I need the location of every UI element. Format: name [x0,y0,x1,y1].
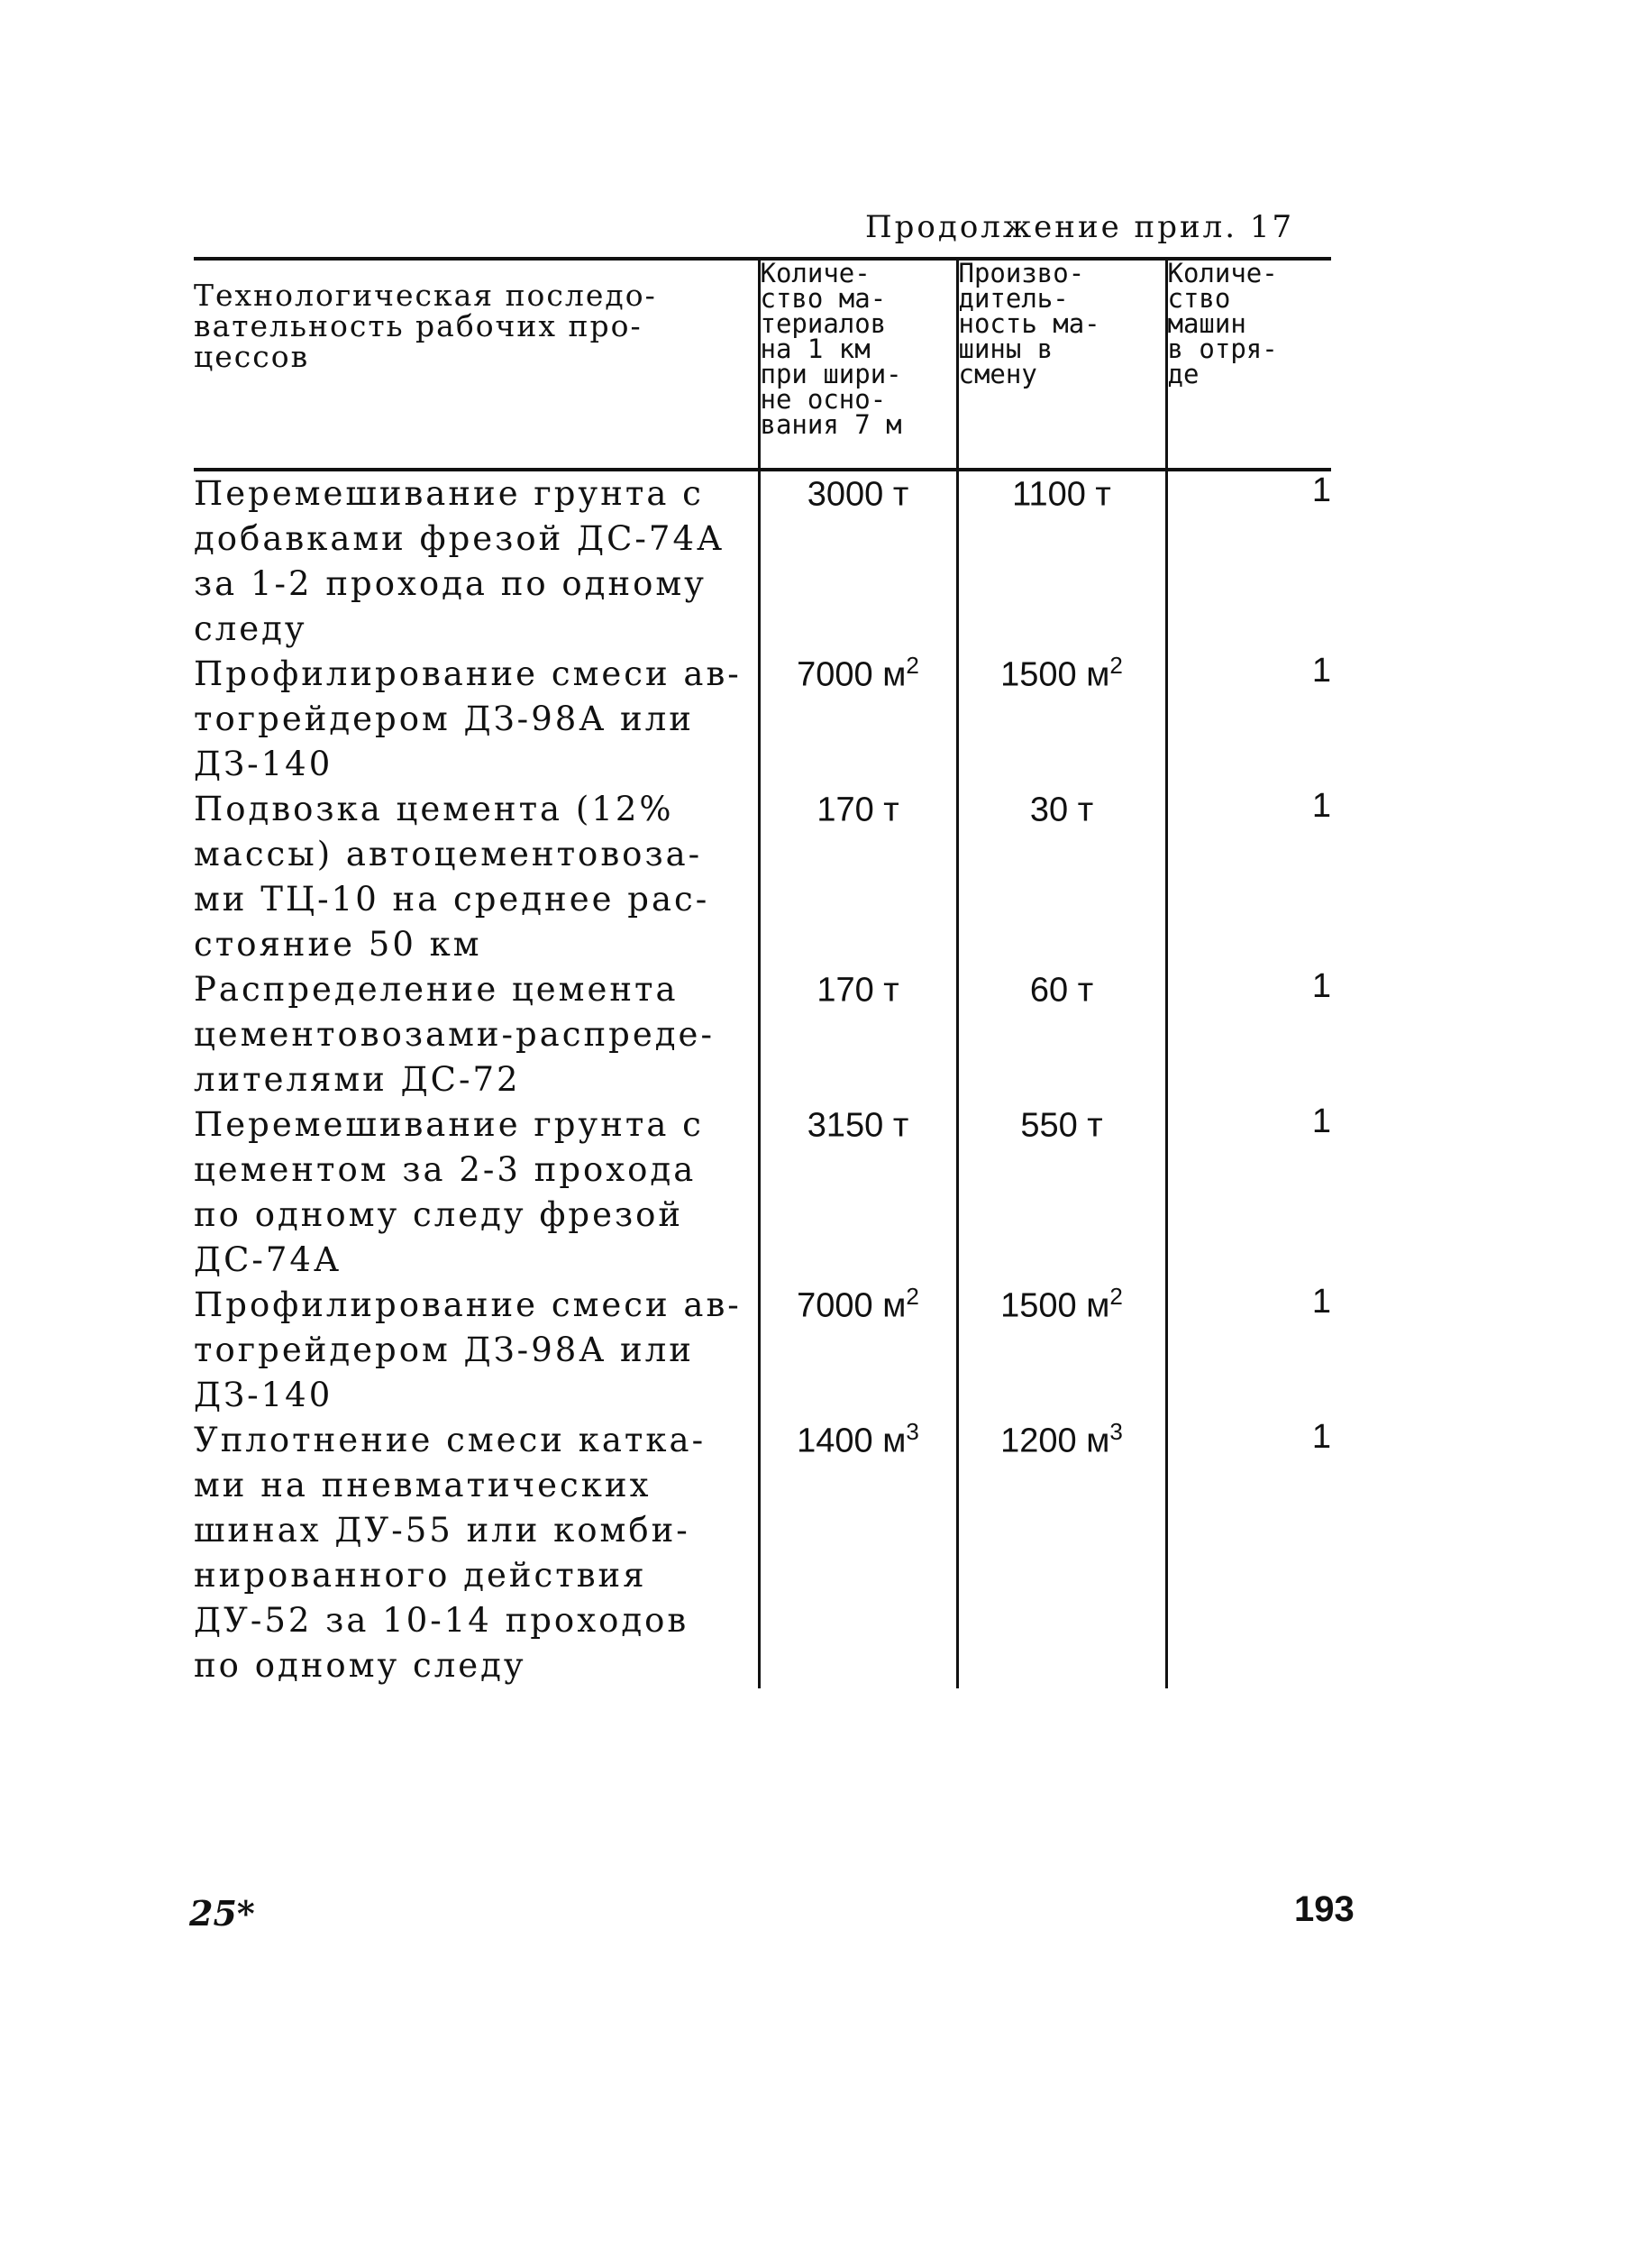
machines-cell: 1 [1166,967,1331,1102]
process-cell: Подвозка цемента (12% массы) автоцементовоза- ми ТЦ-10 на среднее рас- стояние 50 км [194,790,710,964]
perf-cell: 1200 $м^3$ [957,1418,1166,1688]
table-row [194,652,1331,787]
continuation-label: Продолжение прил. 17 [865,209,1295,245]
perf-cell: 550 т [957,1102,1166,1283]
process-cell: Профилирование смеси ав- тогрейдером ДЗ-98А или ДЗ-140 [194,654,742,783]
perf-cell: 1500 $м^2$ [957,652,1166,787]
qty-cell: 170 т [759,787,957,967]
header-performance: Произво- дитель- ность ма- шины в смену [957,259,1166,470]
table-row [194,470,1331,652]
table-row [194,1102,1331,1283]
page-number: 193 [1294,1889,1355,1929]
perf-cell: 1100 т [957,470,1166,652]
table-row [194,1418,1331,1688]
perf-cell: 1500 $м^2$ [957,1283,1166,1418]
perf-cell: 60 т [957,967,1166,1102]
qty-cell: 7000 $м^2$ [759,652,957,787]
machines-cell: 1 [1166,470,1331,652]
qty-cell: 170 т [759,967,957,1102]
qty-cell: 1400 $м^3$ [759,1418,957,1688]
process-cell: Перемешивание грунта с добавками фрезой ДС-74А за 1-2 прохода по одному следу [194,474,725,648]
table-row [194,1283,1331,1418]
header-machines: Количе- ство машин в отря- де [1166,259,1331,470]
process-cell: Распределение цемента цементовозами-распреде- лителями ДС-72 [194,970,715,1099]
process-cell: Профилирование смеси ав- тогрейдером ДЗ-98А или ДЗ-140 [194,1285,742,1414]
table-row [194,967,1331,1102]
header-material-qty: Количе- ство ма- териалов на 1 км при шири- не осно- вания 7 м [759,259,957,470]
table-row [194,787,1331,967]
process-table [194,257,1331,1688]
table-header-row [194,259,1331,470]
machines-cell: 1 [1166,652,1331,787]
header-process: Технологическая последо- вательность рабочих про- цессов [194,259,759,470]
process-cell: Перемешивание грунта с цементом за 2-3 прохода по одному следу фрезой ДС-74А [194,1105,704,1279]
process-cell: Уплотнение смеси катка- ми на пневматических шинах ДУ-55 или комби- нированного действия ДУ-52 за 10-14 проходов по одному следу [194,1421,707,1685]
machines-cell: 1 [1166,1418,1331,1688]
machines-cell: 1 [1166,787,1331,967]
qty-cell: 3000 т [759,470,957,652]
qty-cell: 3150 т [759,1102,957,1283]
machines-cell: 1 [1166,1283,1331,1418]
signature-mark: 25* [189,1893,255,1934]
perf-cell: 30 т [957,787,1166,967]
qty-cell: 7000 $м^2$ [759,1283,957,1418]
machines-cell: 1 [1166,1102,1331,1283]
